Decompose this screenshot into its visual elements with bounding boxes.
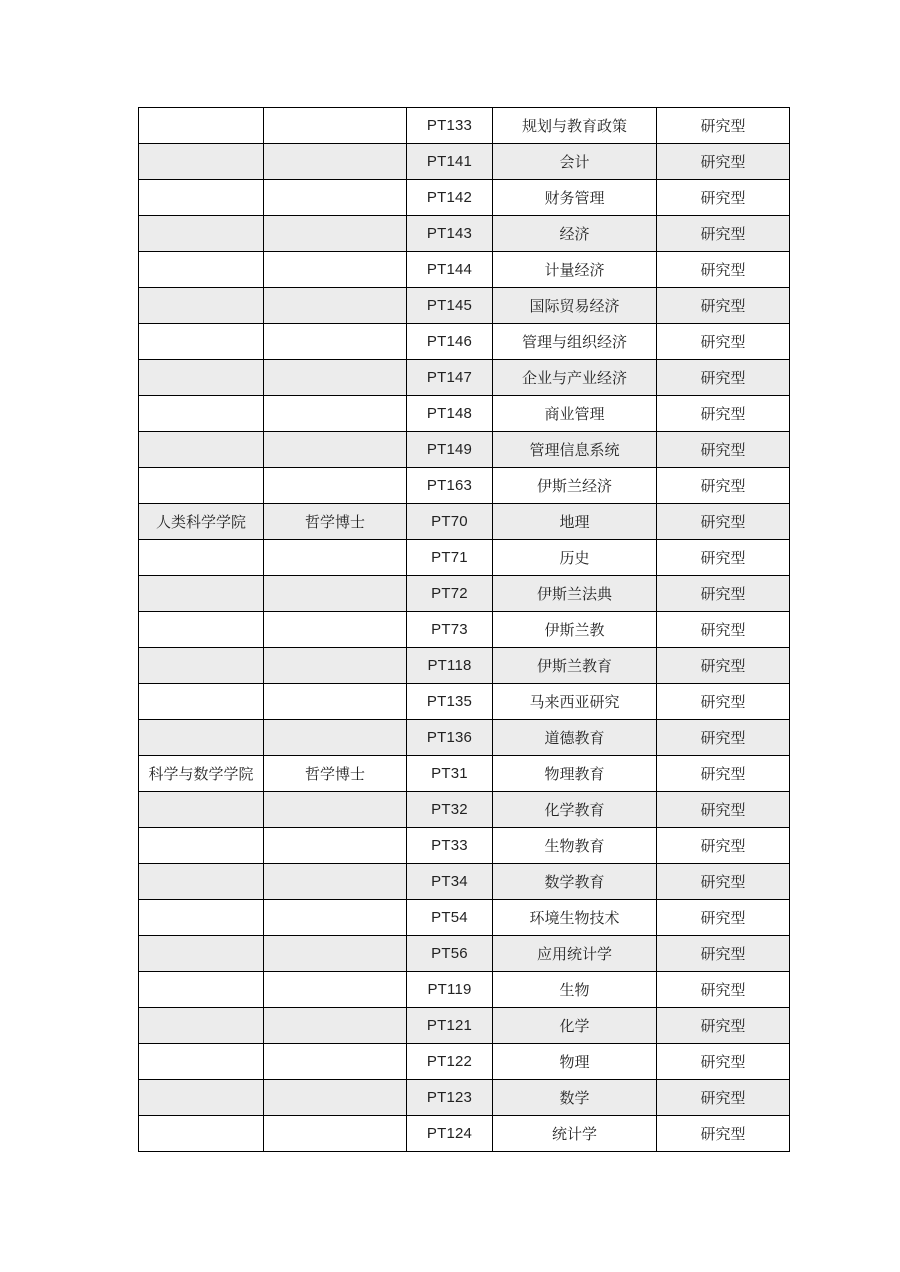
degree-cell <box>264 1116 407 1152</box>
degree-cell <box>264 612 407 648</box>
degree-cell <box>264 432 407 468</box>
degree-cell <box>264 684 407 720</box>
program-code-cell: PT135 <box>407 684 493 720</box>
faculty-cell <box>139 360 264 396</box>
program-name-cell: 统计学 <box>493 1116 657 1152</box>
program-name-cell: 伊斯兰法典 <box>493 576 657 612</box>
program-code-cell: PT142 <box>407 180 493 216</box>
degree-cell <box>264 360 407 396</box>
table-row <box>139 720 790 756</box>
program-code-cell: PT141 <box>407 144 493 180</box>
degree-cell: 哲学博士 <box>264 756 407 792</box>
degree-cell <box>264 252 407 288</box>
table-row <box>139 216 790 252</box>
study-type-cell: 研究型 <box>657 1044 790 1080</box>
degree-cell <box>264 720 407 756</box>
study-type-cell: 研究型 <box>657 1116 790 1152</box>
degree-cell <box>264 900 407 936</box>
table-row <box>139 828 790 864</box>
degree-cell <box>264 288 407 324</box>
program-code-cell: PT119 <box>407 972 493 1008</box>
study-type-cell: 研究型 <box>657 792 790 828</box>
study-type-cell: 研究型 <box>657 252 790 288</box>
degree-cell <box>264 864 407 900</box>
study-type-cell: 研究型 <box>657 936 790 972</box>
program-name-cell: 化学教育 <box>493 792 657 828</box>
degree-cell <box>264 540 407 576</box>
program-name-cell: 管理信息系统 <box>493 432 657 468</box>
degree-cell <box>264 648 407 684</box>
degree-cell <box>264 828 407 864</box>
table-row <box>139 396 790 432</box>
program-code-cell: PT34 <box>407 864 493 900</box>
program-code-cell: PT56 <box>407 936 493 972</box>
program-name-cell: 伊斯兰经济 <box>493 468 657 504</box>
program-name-cell: 地理 <box>493 504 657 540</box>
study-type-cell: 研究型 <box>657 504 790 540</box>
program-code-cell: PT33 <box>407 828 493 864</box>
program-code-cell: PT144 <box>407 252 493 288</box>
program-name-cell: 数学教育 <box>493 864 657 900</box>
program-code-cell: PT146 <box>407 324 493 360</box>
table-row <box>139 1008 790 1044</box>
faculty-cell <box>139 972 264 1008</box>
degree-cell <box>264 792 407 828</box>
study-type-cell: 研究型 <box>657 396 790 432</box>
table-row <box>139 864 790 900</box>
table-row <box>139 576 790 612</box>
degree-cell <box>264 396 407 432</box>
faculty-cell <box>139 1044 264 1080</box>
table-row <box>139 324 790 360</box>
program-name-cell: 生物教育 <box>493 828 657 864</box>
program-code-cell: PT133 <box>407 108 493 144</box>
program-code-cell: PT121 <box>407 1008 493 1044</box>
program-table <box>138 107 790 1152</box>
program-code-cell: PT123 <box>407 1080 493 1116</box>
program-code-cell: PT145 <box>407 288 493 324</box>
faculty-cell <box>139 252 264 288</box>
program-name-cell: 经济 <box>493 216 657 252</box>
program-name-cell: 管理与组织经济 <box>493 324 657 360</box>
faculty-cell <box>139 396 264 432</box>
degree-cell <box>264 936 407 972</box>
faculty-cell <box>139 108 264 144</box>
program-code-cell: PT163 <box>407 468 493 504</box>
study-type-cell: 研究型 <box>657 108 790 144</box>
program-code-cell: PT32 <box>407 792 493 828</box>
degree-cell <box>264 144 407 180</box>
study-type-cell: 研究型 <box>657 684 790 720</box>
program-name-cell: 化学 <box>493 1008 657 1044</box>
program-name-cell: 物理 <box>493 1044 657 1080</box>
faculty-cell <box>139 540 264 576</box>
program-name-cell: 环境生物技术 <box>493 900 657 936</box>
table-row <box>139 288 790 324</box>
faculty-cell <box>139 684 264 720</box>
table-row <box>139 936 790 972</box>
program-code-cell: PT118 <box>407 648 493 684</box>
table-row <box>139 432 790 468</box>
degree-cell: 哲学博士 <box>264 504 407 540</box>
table-row <box>139 180 790 216</box>
degree-cell <box>264 180 407 216</box>
program-name-cell: 生物 <box>493 972 657 1008</box>
table-row <box>139 792 790 828</box>
program-name-cell: 国际贸易经济 <box>493 288 657 324</box>
program-code-cell: PT73 <box>407 612 493 648</box>
study-type-cell: 研究型 <box>657 576 790 612</box>
faculty-cell <box>139 468 264 504</box>
degree-cell <box>264 1008 407 1044</box>
faculty-cell <box>139 324 264 360</box>
program-code-cell: PT149 <box>407 432 493 468</box>
program-name-cell: 规划与教育政策 <box>493 108 657 144</box>
table-row <box>139 612 790 648</box>
faculty-cell <box>139 1116 264 1152</box>
faculty-cell <box>139 576 264 612</box>
study-type-cell: 研究型 <box>657 216 790 252</box>
faculty-cell <box>139 720 264 756</box>
program-code-cell: PT72 <box>407 576 493 612</box>
table-row <box>139 144 790 180</box>
program-name-cell: 商业管理 <box>493 396 657 432</box>
study-type-cell: 研究型 <box>657 1080 790 1116</box>
table-row <box>139 1044 790 1080</box>
study-type-cell: 研究型 <box>657 144 790 180</box>
study-type-cell: 研究型 <box>657 900 790 936</box>
degree-cell <box>264 972 407 1008</box>
program-name-cell: 数学 <box>493 1080 657 1116</box>
table-row <box>139 468 790 504</box>
table-row <box>139 684 790 720</box>
degree-cell <box>264 216 407 252</box>
faculty-cell <box>139 828 264 864</box>
degree-cell <box>264 468 407 504</box>
faculty-cell <box>139 792 264 828</box>
faculty-cell <box>139 612 264 648</box>
study-type-cell: 研究型 <box>657 972 790 1008</box>
program-name-cell: 计量经济 <box>493 252 657 288</box>
study-type-cell: 研究型 <box>657 432 790 468</box>
study-type-cell: 研究型 <box>657 180 790 216</box>
program-table-body <box>139 108 790 1152</box>
program-code-cell: PT143 <box>407 216 493 252</box>
table-row <box>139 360 790 396</box>
program-code-cell: PT148 <box>407 396 493 432</box>
program-name-cell: 马来西亚研究 <box>493 684 657 720</box>
faculty-cell <box>139 864 264 900</box>
degree-cell <box>264 324 407 360</box>
faculty-cell <box>139 1008 264 1044</box>
study-type-cell: 研究型 <box>657 720 790 756</box>
faculty-cell: 人类科学学院 <box>139 504 264 540</box>
study-type-cell: 研究型 <box>657 324 790 360</box>
faculty-cell <box>139 432 264 468</box>
faculty-cell: 科学与数学学院 <box>139 756 264 792</box>
study-type-cell: 研究型 <box>657 828 790 864</box>
program-name-cell: 会计 <box>493 144 657 180</box>
faculty-cell <box>139 144 264 180</box>
program-code-cell: PT124 <box>407 1116 493 1152</box>
study-type-cell: 研究型 <box>657 756 790 792</box>
table-row <box>139 648 790 684</box>
program-code-cell: PT54 <box>407 900 493 936</box>
degree-cell <box>264 1044 407 1080</box>
faculty-cell <box>139 1080 264 1116</box>
program-name-cell: 历史 <box>493 540 657 576</box>
table-row <box>139 1080 790 1116</box>
study-type-cell: 研究型 <box>657 288 790 324</box>
program-name-cell: 伊斯兰教育 <box>493 648 657 684</box>
table-row <box>139 252 790 288</box>
program-name-cell: 财务管理 <box>493 180 657 216</box>
table-row <box>139 756 790 792</box>
program-code-cell: PT136 <box>407 720 493 756</box>
study-type-cell: 研究型 <box>657 540 790 576</box>
table-row <box>139 900 790 936</box>
study-type-cell: 研究型 <box>657 648 790 684</box>
table-row <box>139 1116 790 1152</box>
program-code-cell: PT31 <box>407 756 493 792</box>
table-row <box>139 972 790 1008</box>
program-code-cell: PT147 <box>407 360 493 396</box>
faculty-cell <box>139 288 264 324</box>
degree-cell <box>264 1080 407 1116</box>
program-code-cell: PT70 <box>407 504 493 540</box>
faculty-cell <box>139 900 264 936</box>
program-name-cell: 物理教育 <box>493 756 657 792</box>
study-type-cell: 研究型 <box>657 1008 790 1044</box>
degree-cell <box>264 576 407 612</box>
program-name-cell: 应用统计学 <box>493 936 657 972</box>
study-type-cell: 研究型 <box>657 864 790 900</box>
study-type-cell: 研究型 <box>657 468 790 504</box>
study-type-cell: 研究型 <box>657 360 790 396</box>
program-name-cell: 企业与产业经济 <box>493 360 657 396</box>
faculty-cell <box>139 216 264 252</box>
study-type-cell: 研究型 <box>657 612 790 648</box>
faculty-cell <box>139 648 264 684</box>
program-name-cell: 道德教育 <box>493 720 657 756</box>
program-code-cell: PT71 <box>407 540 493 576</box>
program-name-cell: 伊斯兰教 <box>493 612 657 648</box>
table-row <box>139 504 790 540</box>
faculty-cell <box>139 936 264 972</box>
table-row <box>139 540 790 576</box>
program-code-cell: PT122 <box>407 1044 493 1080</box>
faculty-cell <box>139 180 264 216</box>
table-row <box>139 108 790 144</box>
degree-cell <box>264 108 407 144</box>
